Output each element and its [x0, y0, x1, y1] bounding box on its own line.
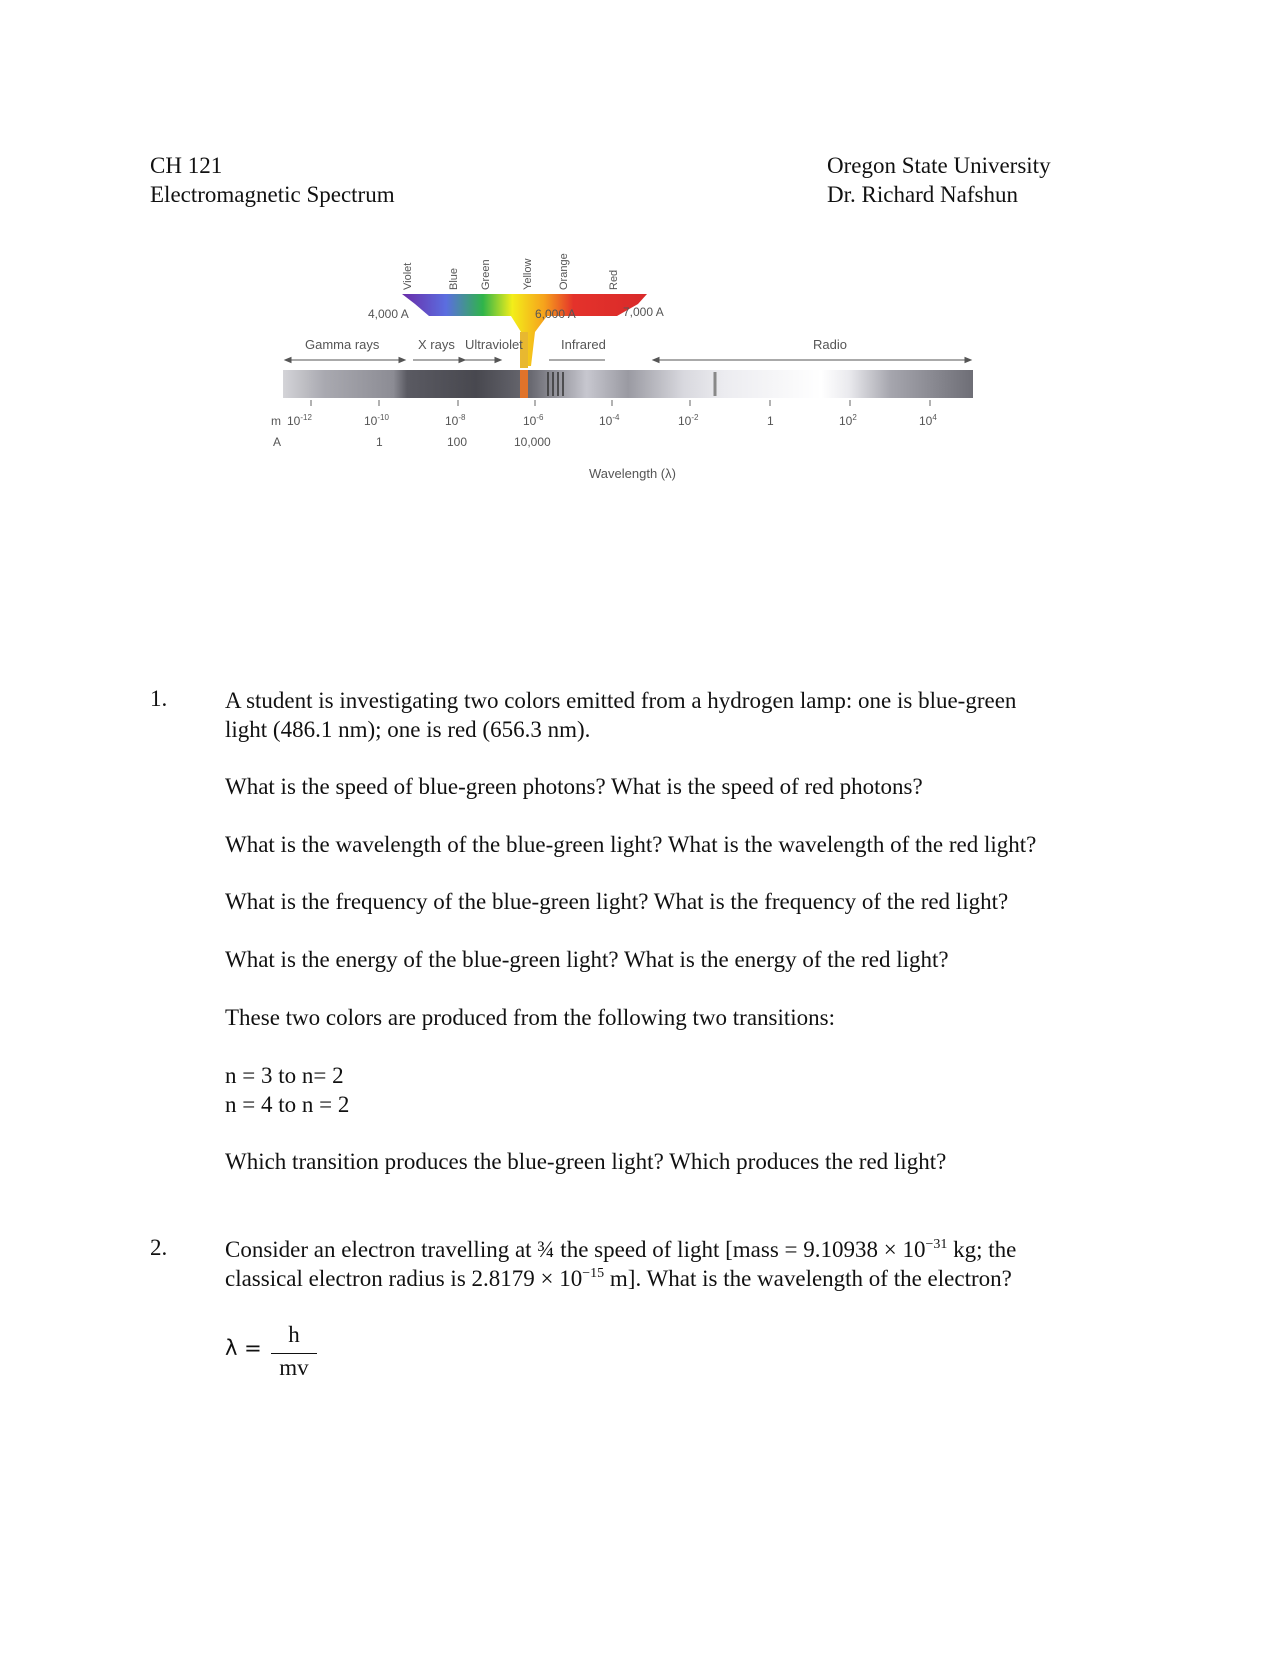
region-ultraviolet: Ultraviolet	[465, 337, 523, 352]
meter-tick-7: $10^2$	[839, 413, 857, 428]
instructor-name: Dr. Richard Nafshun	[827, 182, 1018, 207]
visible-spectrum	[402, 294, 647, 368]
angstrom-tick-0: 1	[376, 435, 383, 449]
meter-tick-4: $10^{-4}$	[599, 413, 620, 428]
meter-tick-2: $10^{-8}$	[445, 413, 466, 428]
region-xrays: X rays	[418, 337, 455, 352]
band-gradient	[283, 370, 973, 398]
meter-tick-5: $10^{-2}$	[678, 413, 699, 428]
q1-intro-line-1: A student is investigating two colors emitted from a hydrogen lamp: one is blue-green	[225, 688, 1017, 713]
color-label-red: Red	[608, 269, 620, 290]
em-spectrum-figure	[265, 232, 1005, 522]
fraction-bar	[271, 1353, 317, 1354]
spectrum-band	[283, 370, 973, 398]
q1-frequency-text: What is the frequency of the blue-green light? What is the frequency of the red light?	[225, 889, 1009, 914]
course-code: CH 121	[150, 153, 223, 178]
meter-axis	[271, 413, 937, 428]
region-arrows	[285, 358, 971, 363]
meter-tick-8: $10^4$	[919, 413, 937, 428]
question-1-number: 1.	[150, 686, 168, 711]
color-label-violet: Violet	[402, 262, 414, 290]
meter-tick-6: 1	[767, 414, 774, 428]
mark-6000: 6,000 A	[535, 307, 576, 321]
color-label-blue: Blue	[448, 267, 460, 290]
university-name: Oregon State University	[827, 153, 1051, 178]
em-spectrum-diagram	[265, 232, 1005, 522]
q1-transition-2: n = 4 to n = 2	[225, 1092, 350, 1117]
meter-tick-0: $10^{-12}$	[287, 413, 312, 428]
q1-transitions-list	[225, 1061, 1125, 1119]
region-radio: Radio	[813, 337, 847, 352]
angstrom-tick-1: 100	[447, 435, 468, 449]
q1-transitions-intro	[225, 1003, 1125, 1032]
formula-denominator: mv	[279, 1355, 309, 1380]
q1-transition-1: n = 3 to n= 2	[225, 1063, 344, 1088]
meter-tick-1: $10^{-10}$	[364, 413, 389, 428]
header-right	[827, 151, 1051, 209]
question-1	[225, 686, 1125, 744]
q1-wavelength-text: What is the wavelength of the blue-green light? What is the wavelength of the red light?	[225, 832, 1037, 857]
q2-line-2: classical electron radius is $2.8179 \times 10^{-15}$ m]. What is the wavelength of the electron?	[225, 1266, 1012, 1291]
q1-which-transition-text: Which transition produces the blue-green light? Which produces the red light?	[225, 1149, 947, 1174]
q1-transitions-text: These two colors are produced from the following two transitions:	[225, 1005, 835, 1030]
band-visible-slit	[520, 370, 528, 398]
formula-lhs: λ =	[225, 1336, 262, 1360]
color-label-orange: Orange	[558, 253, 570, 290]
angstrom-tick-2: 10,000	[514, 435, 551, 449]
q1-energy-question	[225, 945, 1125, 974]
q1-speed-text: What is the speed of blue-green photons? What is the speed of red photons?	[225, 774, 923, 799]
mark-7000: 7,000 A	[623, 305, 664, 319]
q1-wavelength-question	[225, 830, 1125, 859]
q1-which-transition	[225, 1147, 1125, 1176]
color-label-green: Green	[480, 259, 492, 290]
angstrom-axis	[273, 435, 551, 449]
axis-ticks	[311, 400, 930, 406]
worksheet-topic: Electromagnetic Spectrum	[150, 182, 395, 207]
color-label-yellow: Yellow	[522, 258, 534, 290]
q1-speed-question	[225, 772, 1125, 801]
q1-energy-text: What is the energy of the blue-green light? What is the energy of the red light?	[225, 947, 949, 972]
meter-tick-3: $10^{-6}$	[523, 413, 544, 428]
question-2	[225, 1235, 1125, 1293]
formula-numerator: h	[288, 1322, 300, 1347]
region-infrared: Infrared	[561, 337, 606, 352]
q1-frequency-question	[225, 887, 1125, 916]
meter-unit-label: m	[271, 414, 281, 428]
question-2-number: 2.	[150, 1235, 168, 1260]
header-left	[150, 151, 395, 209]
angstrom-unit-label: A	[273, 435, 282, 449]
region-labels	[305, 337, 847, 352]
q2-line-1: Consider an electron travelling at ¾ the speed of light [mass = $9.10938 \times 10^{-31}$ kg; the	[225, 1237, 1017, 1262]
color-labels	[402, 253, 620, 290]
x-axis-label: Wavelength (λ)	[589, 466, 676, 481]
region-gamma: Gamma rays	[305, 337, 380, 352]
q1-intro-line-2: light (486.1 nm); one is red (656.3 nm).	[225, 717, 591, 742]
mark-4000: 4,000 A	[368, 307, 409, 321]
